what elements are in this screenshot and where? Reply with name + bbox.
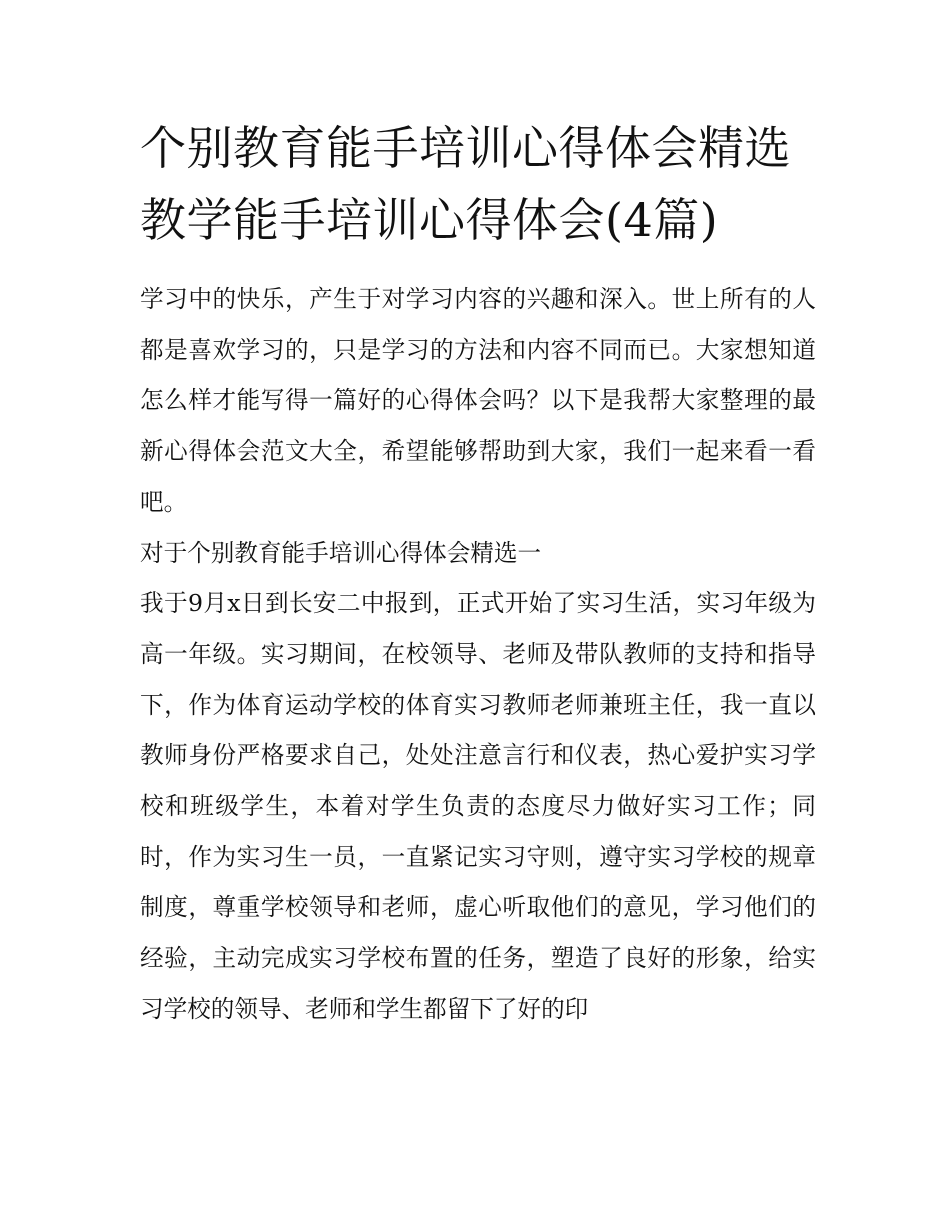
body-paragraph: 我于9月x日到长安二中报到，正式开始了实习生活，实习年级为高一年级。实习期间，在校领导、老师及带队教师的支持和指导下，作为体育运动学校的体育实习教师老师兼班主任，我一直以教师身份严格要求自己，处处注意言行和仪表，热心爱护实习学校和班级学生，本着对学生负责的态度尽力做好实习工作；同时，作为实习生一员，一直紧记实习守则，遵守实习学校的规章制度，尊重学校领导和老师，虚心听取他们的意见，学习他们的经验，主动完成实习学校布置的任务，塑造了良好的形象，给实习学校的领导、老师和学生都留下了好的印 xyxy=(140,589,816,1023)
document-content xyxy=(140,112,816,1035)
document-title: 个别教育能手培训心得体会精选 教学能手培训心得体会(4篇) xyxy=(140,121,791,247)
intro-paragraph: 学习中的快乐，产生于对学习内容的兴趣和深入。世上所有的人都是喜欢学习的，只是学习的方法和内容不同而已。大家想知道怎么样才能写得一篇好的心得体会吗？以下是我帮大家整理的最新心得体会范文大全，希望能够帮助到大家，我们一起来看一看吧。 xyxy=(140,285,816,516)
section-heading: 对于个别教育能手培训心得体会精选一 xyxy=(140,538,542,567)
